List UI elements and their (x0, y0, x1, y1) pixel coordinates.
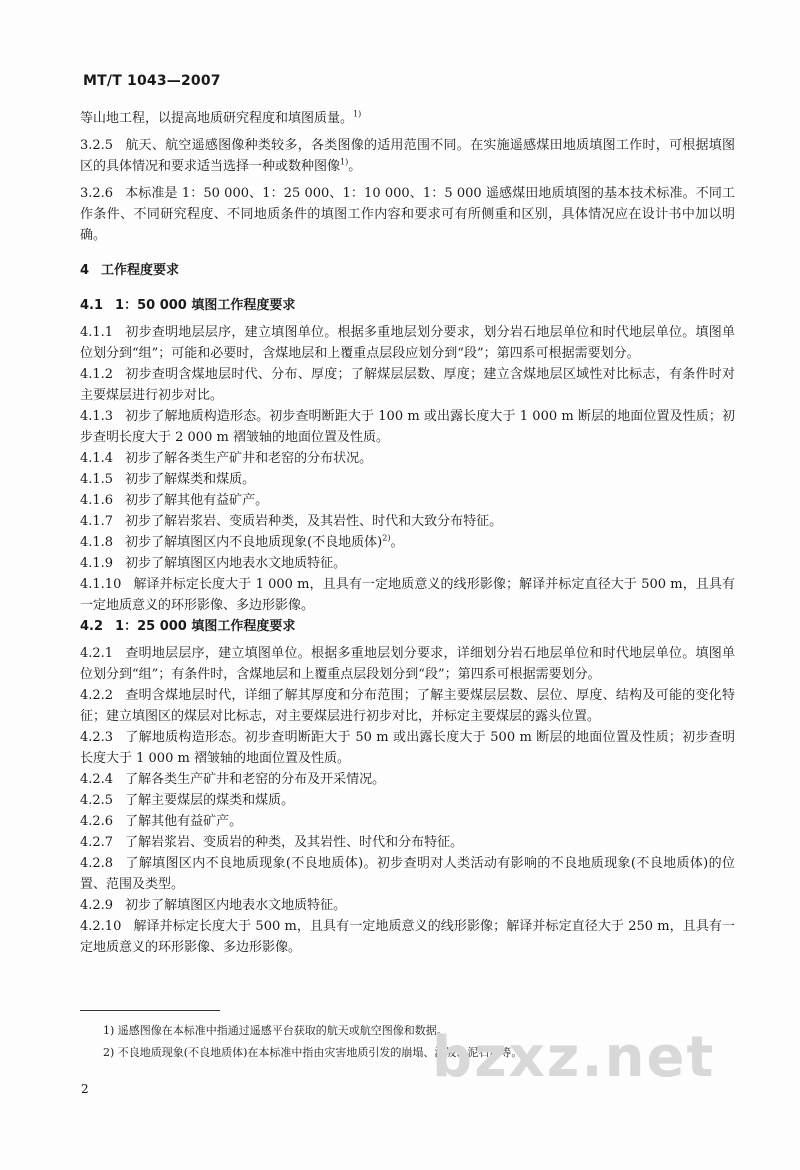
section-heading-4 (80, 260, 735, 281)
footnote-ref[interactable]: 1) (353, 109, 362, 119)
section-title: 工作程度要求 (101, 263, 180, 278)
clause-text: 了解主要煤层的煤类和煤质。 (125, 793, 295, 808)
clause-item (80, 685, 735, 727)
footnote-separator (80, 1010, 220, 1011)
clause-text: 初步了解地质构造形态。初步查明断距大于 100 m 或出露长度大于 1 000 m 断层的地面位置及性质；初步查明长度大于 2 000 m 褶皱轴的地面位置及性质。 (80, 409, 735, 445)
clause-number: 4.1.10 (80, 577, 122, 592)
subsection-number: 4.1 (80, 298, 104, 313)
clause-3-2-5 (80, 135, 735, 177)
clause-tail: 。 (390, 535, 404, 550)
footnote-ref[interactable]: 1) (340, 157, 349, 167)
clause-number: 4.1.9 (80, 556, 114, 571)
clause-text: 查明地层层序，建立填图单位。根据多重地层划分要求，详细划分岩石地层单位和时代地层单位。填图单位划分到“组”；有条件时，含煤地层和上覆重点层段划分到“段”；第四系可根据需要划分。 (80, 646, 735, 682)
clause-item (80, 364, 735, 406)
clause-number: 4.1.8 (80, 535, 114, 550)
page-number: 2 (81, 1082, 89, 1096)
paragraph-continuation (80, 108, 735, 129)
clause-text: 初步了解各类生产矿井和老窑的分布状况。 (125, 451, 373, 466)
clause-number: 4.1.5 (80, 472, 114, 487)
clause-number: 3.2.5 (80, 138, 114, 153)
clause-item (80, 769, 735, 790)
clause-item (80, 490, 735, 511)
clause-text: 解译并标定长度大于 500 m，且具有一定地质意义的线形影像；解译并标定直径大于 250 m，且具有一定地质意义的环形影像、多边形影像。 (80, 919, 735, 955)
watermark-text: bzxz.net (432, 1025, 716, 1090)
clause-text: 初步了解岩浆岩、变质岩种类，及其岩性、时代和大致分布特征。 (125, 514, 503, 529)
clause-number: 4.1.4 (80, 451, 114, 466)
clause-item (80, 574, 735, 616)
clause-item (80, 811, 735, 832)
footnote-ref[interactable]: 2) (382, 533, 391, 543)
clause-text: 了解各类生产矿井和老窑的分布及开采情况。 (125, 772, 386, 787)
clause-number: 4.2.9 (80, 898, 114, 913)
clause-text: 了解其他有益矿产。 (125, 814, 243, 829)
clause-item (80, 511, 735, 532)
clause-number: 4.2.3 (80, 730, 114, 745)
clause-item (80, 448, 735, 469)
clause-item (80, 727, 735, 769)
footnote-1: 1) 遥感图像在本标准中指通过遥感平台获取的航天或航空图像和数据。 (103, 1024, 448, 1037)
clause-text: 了解地质构造形态。初步查明断距大于 50 m 或出露长度大于 500 m 断层的地面位置及性质；初步查明长度大于 1 000 m 褶皱轴的地面位置及性质。 (80, 730, 735, 766)
paragraph-text: 等山地工程，以提高地质研究程度和填图质量。 (80, 111, 354, 126)
clause-text: 初步了解填图区内地表水文地质特征。 (125, 556, 347, 571)
clause-number: 4.2.6 (80, 814, 114, 829)
clause-item (80, 895, 735, 916)
clause-item (80, 790, 735, 811)
clause-number: 4.2.2 (80, 688, 114, 703)
clause-number: 4.1.6 (80, 493, 114, 508)
subsection-title: 1：25 000 填图工作程度要求 (115, 619, 296, 634)
clause-item (80, 553, 735, 574)
clause-item (80, 643, 735, 685)
subsection-heading-4-2 (80, 616, 735, 637)
clause-number: 4.2.10 (80, 919, 122, 934)
clause-3-2-6 (80, 183, 735, 246)
clause-item (80, 322, 735, 364)
clause-text: 初步查明地层层序，建立填图单位。根据多重地层划分要求，划分岩石地层单位和时代地层单位。填图单位划分到“组”；可能和必要时，含煤地层和上覆重点层段应划分到“段”；第四系可根据需要划分。 (80, 325, 735, 361)
document-body (80, 108, 735, 958)
clause-number: 4.1.7 (80, 514, 114, 529)
clause-item (80, 916, 735, 958)
standard-code-header: MT/T 1043—2007 (83, 73, 221, 89)
clause-item (80, 853, 735, 895)
clause-text: 本标准是 1：50 000、1：25 000、1：10 000、1：5 000 遥感煤田地质填图的基本技术标准。不同工作条件、不同研究程度、不同地质条件的填图工作内容和要求可有所侧重和区别，具体情况应在设计书中加以明确。 (80, 186, 735, 243)
clause-text: 了解填图区内不良地质现象(不良地质体)。初步查明对人类活动有影响的不良地质现象(不良地质体)的位置、范围及类型。 (80, 856, 735, 892)
subsection-number: 4.2 (80, 619, 104, 634)
clause-number: 4.2.8 (80, 856, 114, 871)
clause-item (80, 832, 735, 853)
clause-item (80, 406, 735, 448)
spacer (80, 246, 735, 260)
clause-tail: 。 (348, 159, 362, 174)
clause-text: 初步了解填图区内地表水文地质特征。 (125, 898, 347, 913)
clause-list-4-1 (80, 322, 735, 616)
clause-text: 了解岩浆岩、变质岩的种类，及其岩性、时代和分布特征。 (125, 835, 464, 850)
clause-text: 初步了解其他有益矿产。 (125, 493, 269, 508)
subsection-heading-4-1 (80, 295, 735, 316)
clause-item (80, 469, 735, 490)
clause-text: 初步了解填图区内不良地质现象(不良地质体) (125, 535, 383, 550)
clause-number: 3.2.6 (80, 186, 114, 201)
clause-text: 航天、航空遥感图像种类较多，各类图像的适用范围不同。在实施遥感煤田地质填图工作时，可根据填图区的具体情况和要求适当选择一种或数种图像 (80, 138, 735, 174)
clause-text: 解译并标定长度大于 1 000 m，且具有一定地质意义的线形影像；解译并标定直径大于 500 m，且具有一定地质意义的环形影像、多边形影像。 (80, 577, 735, 613)
clause-item (80, 532, 735, 553)
clause-text: 初步查明含煤地层时代、分布、厚度；了解煤层层数、厚度；建立含煤地层区域性对比标志，有条件时对主要煤层进行初步对比。 (80, 367, 735, 403)
clause-list-4-2 (80, 643, 735, 958)
clause-number: 4.2.7 (80, 835, 114, 850)
clause-number: 4.2.1 (80, 646, 114, 661)
clause-text: 初步了解煤类和煤质。 (125, 472, 256, 487)
clause-number: 4.2.5 (80, 793, 114, 808)
subsection-title: 1：50 000 填图工作程度要求 (115, 298, 296, 313)
clause-number: 4.1.1 (80, 325, 114, 340)
clause-number: 4.1.3 (80, 409, 114, 424)
section-number: 4 (80, 263, 90, 278)
clause-number: 4.2.4 (80, 772, 114, 787)
footnote-2: 2) 不良地质现象(不良地质体)在本标准中指由灾害地质引发的崩塌、滑坡、泥石流等。 (103, 1046, 523, 1059)
clause-text: 查明含煤地层时代，详细了解其厚度和分布范围；了解主要煤层层数、层位、厚度、结构及可能的变化特征；建立填图区的煤层对比标志，对主要煤层进行初步对比，并标定主要煤层的露头位置。 (80, 688, 735, 724)
clause-number: 4.1.2 (80, 367, 114, 382)
spacer (80, 281, 735, 295)
